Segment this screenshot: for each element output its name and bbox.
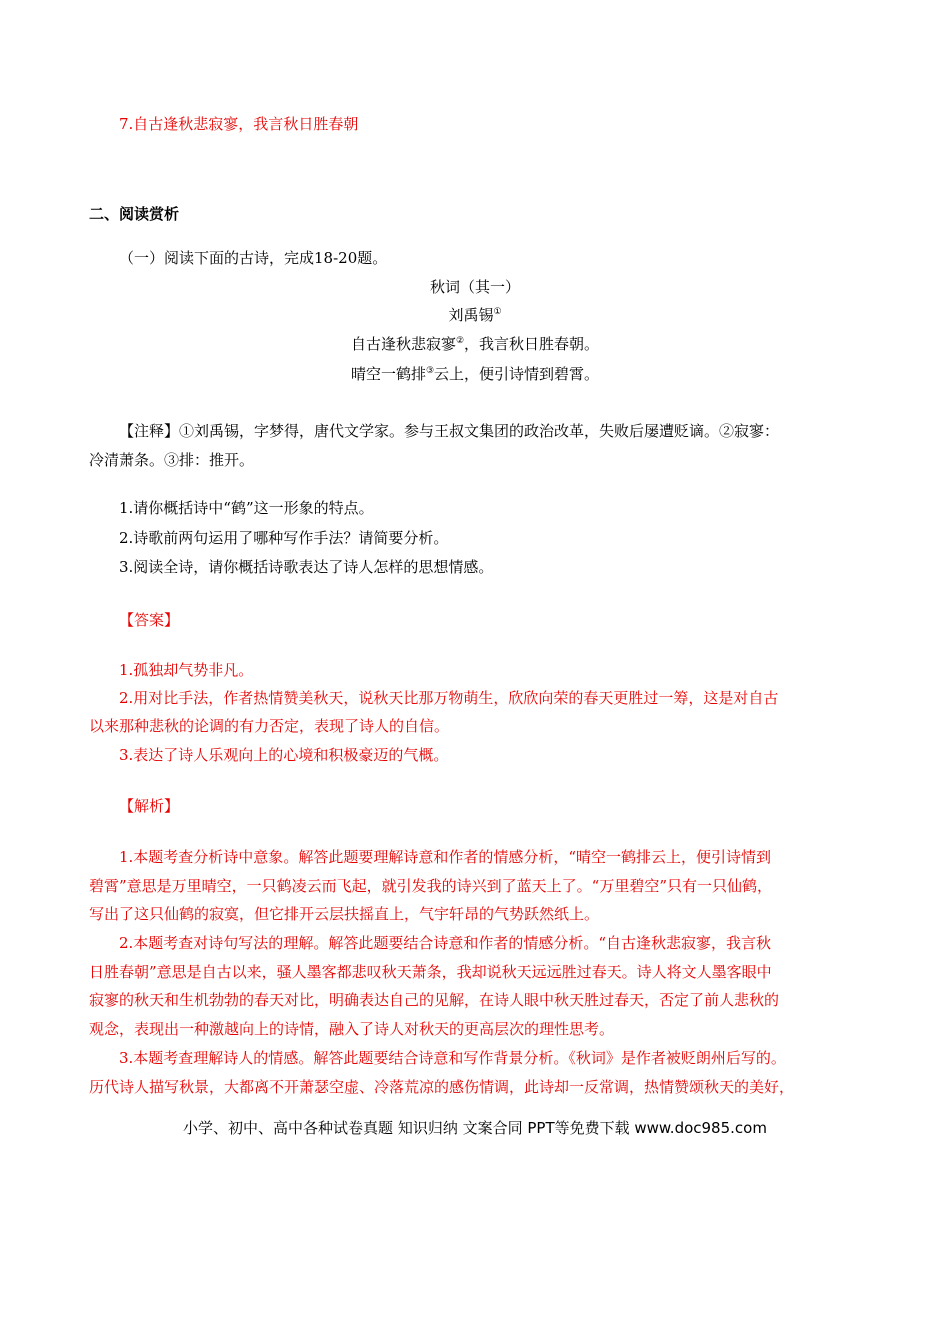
poem-line-1 (0, 334, 950, 354)
poem-line-1-part-b: ，我言秋日胜春朝。 (464, 335, 600, 353)
analysis-line: 1.本题考查分析诗中意象。解答此题要理解诗意和作者的情感分析，“晴空一鹤排云上，便引诗情到 (119, 848, 771, 866)
poem-author-name: 刘禹锡 (448, 306, 494, 324)
answer-line: 1.孤独却气势非凡。 (119, 661, 254, 679)
poem-line-1-part-a: 自古逢秋悲寂寥 (350, 335, 456, 353)
analysis-heading: 【解析】 (119, 797, 180, 815)
poem-line-2-part-a: 晴空一鹤排 (350, 365, 426, 383)
answer-heading: 【答案】 (119, 611, 180, 629)
footnote-marker: ① (493, 307, 502, 317)
page-footer: 小学、初中、高中各种试卷真题 知识归纳 文案合同 PPT等免费下载 www.doc985.com (183, 1119, 767, 1137)
question-3: 3.阅读全诗，请你概括诗歌表达了诗人怎样的思想情感。 (119, 558, 494, 576)
poem-author (0, 305, 950, 325)
analysis-line: 历代诗人描写秋景，大都离不开萧瑟空虚、冷落荒凉的感伤情调，此诗却一反常调，热情赞颂秋天的美好， (89, 1078, 795, 1096)
analysis-line: 观念，表现出一种激越向上的诗情，融入了诗人对秋天的更高层次的理性思考。 (89, 1020, 615, 1038)
poem-line-2-part-b: 云上，便引诗情到碧霄。 (434, 365, 600, 383)
question-1: 1.请你概括诗中“鹤”这一形象的特点。 (119, 499, 374, 517)
section-title: 二、阅读赏析 (89, 205, 180, 223)
reading-intro: （一）阅读下面的古诗，完成18-20题。 (119, 249, 388, 267)
analysis-line: 2.本题考查对诗句写法的理解。解答此题要结合诗意和作者的情感分析。“自古逢秋悲寂寥，我言秋 (119, 934, 771, 952)
answer-line: 2.用对比手法，作者热情赞美秋天，说秋天比那万物萌生，欣欣向荣的春天更胜过一筹，这是对自古 (119, 689, 779, 707)
analysis-line: 寂寥的秋天和生机勃勃的春天对比，明确表达自己的见解，在诗人眼中秋天胜过春天，否定了前人悲秋的 (89, 991, 780, 1009)
analysis-line: 写出了这只仙鹤的寂寞，但它排开云层扶摇直上，气宇轩昂的气势跃然纸上。 (89, 905, 600, 923)
note-line-2: 冷清萧条。③排：推开。 (89, 451, 255, 469)
note-line-1: 【注释】①刘禹锡，字梦得，唐代文学家。参与王叔文集团的政治改革，失败后屡遭贬谪。②寂寥： (119, 422, 780, 440)
question-2: 2.诗歌前两句运用了哪种写作手法？请简要分析。 (119, 529, 449, 547)
analysis-line: 日胜春朝”意思是自古以来，骚人墨客都悲叹秋天萧条，我却说秋天远远胜过春天。诗人将文人墨客眼中 (89, 963, 772, 981)
analysis-line: 碧霄”意思是万里晴空，一只鹤凌云而飞起，就引发我的诗兴到了蓝天上了。“万里碧空”只有一只仙鹤， (89, 877, 773, 895)
analysis-line: 3.本题考查理解诗人的情感。解答此题要结合诗意和写作背景分析。《秋词》是作者被贬朗州后写的。 (119, 1049, 786, 1067)
top-answer-line: 7.自古逢秋悲寂寥，我言秋日胜春朝 (119, 115, 359, 133)
answer-line: 以来那种悲秋的论调的有力否定，表现了诗人的自信。 (89, 717, 450, 735)
poem-line-2 (0, 364, 950, 384)
footnote-marker: ② (455, 336, 465, 346)
answer-line: 3.表达了诗人乐观向上的心境和积极豪迈的气概。 (119, 746, 449, 764)
poem-title: 秋词（其一） (429, 278, 520, 296)
footnote-marker: ③ (425, 366, 435, 376)
